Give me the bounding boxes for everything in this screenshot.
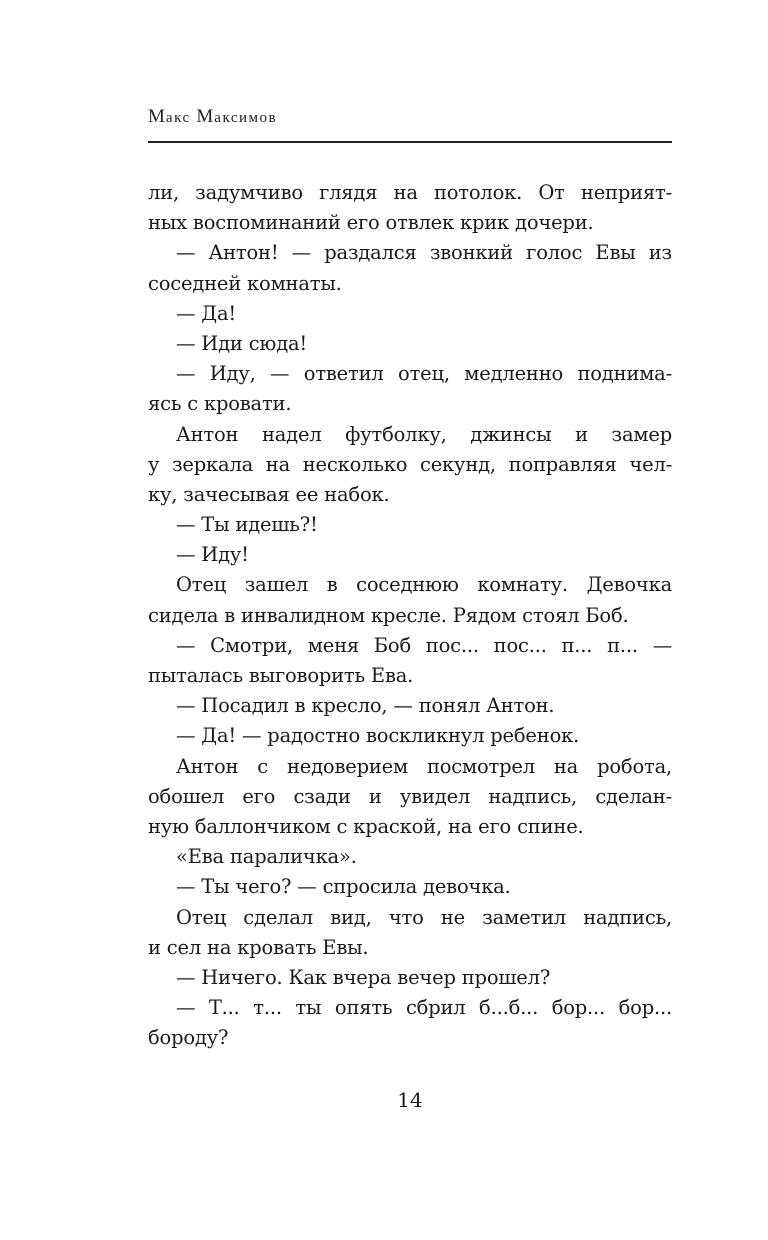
text-line: у зеркала на несколько секунд, поправляя чел- (148, 452, 672, 476)
text-line: ных воспоминаний его отвлек крик дочери. (148, 211, 594, 235)
author-last-rest: аксимов (214, 110, 278, 126)
text-line: обошел его сзади и увидел надпись, сделан- (148, 784, 672, 808)
text-line: — Посадил в кресло, — понял Антон. (176, 694, 555, 718)
text-line: — Да! — радостно воскликнул ребенок. (176, 724, 580, 748)
text-line: Отец зашел в соседнюю комнату. Девочка (176, 573, 672, 597)
author-first-initial: М (148, 106, 166, 127)
body-text (148, 178, 672, 1053)
text-line: ли, задумчиво глядя на потолок. От неприят- (148, 181, 672, 204)
author-first-rest: акс (165, 110, 191, 126)
text-line: — Иду, — ответил отец, медленно поднима- (176, 362, 672, 386)
text-line: ку, зачесывая ее набок. (148, 482, 390, 506)
text-line: — Ты чего? — спросила девочка. (176, 875, 511, 899)
text-line: — Ничего. Как вчера вечер прошел? (176, 965, 551, 989)
text-line: — Антон! — раздался звонкий голос Евы из (176, 241, 672, 265)
text-line: — Смотри, меня Боб пос... пос... п... п... — (176, 633, 672, 657)
running-head (148, 106, 277, 128)
text-line: — Ты идешь?! (176, 513, 318, 537)
text-line: бороду? (148, 1026, 229, 1050)
text-line: и сел на кровать Евы. (148, 935, 369, 959)
text-line: сидела в инвалидном кресле. Рядом стоял Боб. (148, 603, 629, 627)
text-line: ную баллончиком с краской, на его спине. (148, 814, 584, 838)
text-line: соседней комнаты. (148, 271, 342, 295)
header-rule (148, 141, 672, 143)
text-line: «Ева параличка». (176, 845, 357, 869)
text-line: — Иду! (176, 543, 249, 567)
author-last-initial: М (196, 106, 215, 127)
text-line: — Иди сюда! (176, 331, 308, 355)
page-number: 14 (397, 1088, 423, 1112)
text-line: — Т... т... ты опять сбрил б...б... бор... бор... (176, 996, 672, 1020)
text-line: Антон с недоверием посмотрел на робота, (176, 754, 672, 778)
text-line: Отец сделал вид, что не заметил надпись, (176, 905, 672, 929)
text-line: пыталась выговорить Ева. (148, 664, 414, 687)
text-line: — Да! (176, 301, 237, 325)
text-line: ясь с кровати. (148, 392, 292, 416)
text-line: Антон надел футболку, джинсы и замер (176, 422, 672, 446)
